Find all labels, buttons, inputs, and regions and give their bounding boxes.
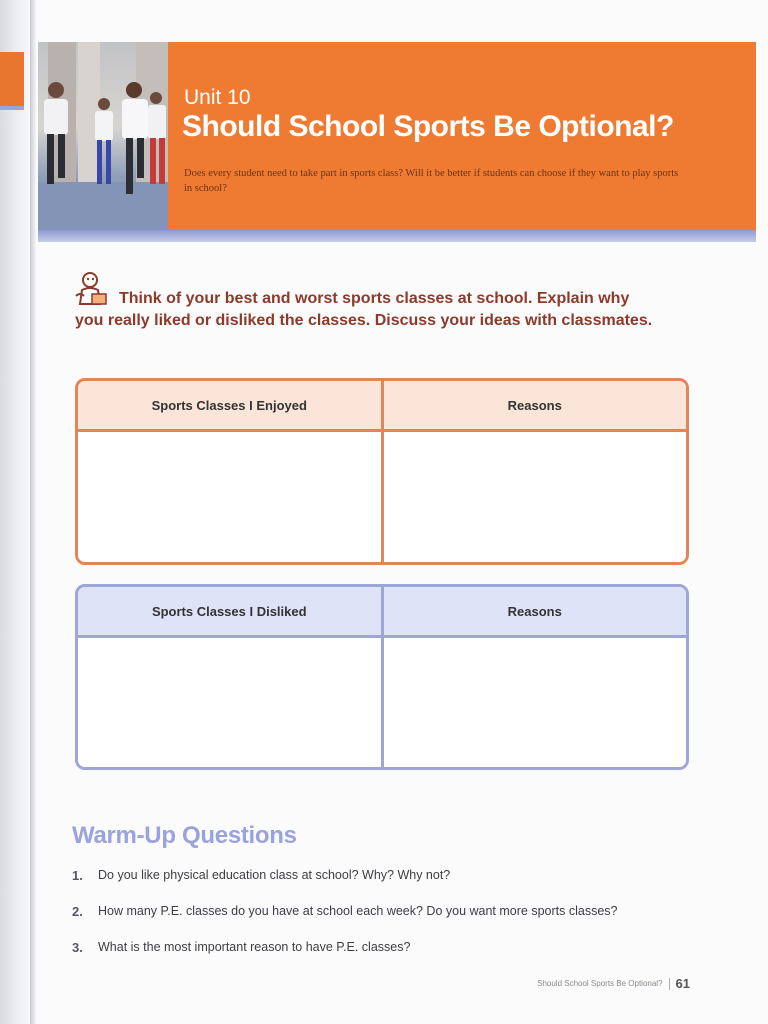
table-header: Reasons — [384, 587, 687, 638]
banner-strip — [38, 230, 756, 242]
disliked-reasons-column — [381, 587, 687, 767]
question-number: 1. — [72, 868, 83, 883]
chapter-tab — [0, 52, 24, 110]
students-running-photo — [38, 42, 168, 230]
page-footer — [537, 976, 690, 991]
disliked-reasons-cell[interactable] — [384, 638, 687, 767]
question-text: How many P.E. classes do you have at school each week? Do you want more sports classes? — [98, 904, 618, 918]
enjoyed-column — [78, 381, 381, 562]
unit-description: Does every student need to take part in sports class? Will it be better if students can choose if they want to play sports in school? — [184, 168, 679, 194]
disliked-classes-table — [75, 584, 689, 770]
unit-number: Unit 10 — [184, 86, 251, 109]
warmup-heading: Warm-Up Questions — [72, 822, 297, 849]
unit-title: Should School Sports Be Optional? — [182, 110, 674, 143]
table-header: Reasons — [384, 381, 687, 432]
page-number: 61 — [675, 976, 690, 991]
question-text: What is the most important reason to have P.E. classes? — [98, 940, 411, 954]
photo-illustration — [38, 42, 168, 230]
running-title: Should School Sports Be Optional? — [537, 979, 663, 988]
enjoyed-classes-table — [75, 378, 689, 565]
list-item — [72, 904, 712, 940]
enjoyed-reasons-cell[interactable] — [384, 432, 687, 562]
enjoyed-answer-cell[interactable] — [78, 432, 381, 562]
table-header: Sports Classes I Disliked — [78, 587, 381, 638]
warmup-question-list — [72, 868, 712, 976]
question-number: 2. — [72, 904, 83, 919]
book-spine — [0, 0, 30, 1024]
question-text: Do you like physical education class at school? Why? Why not? — [98, 868, 451, 882]
disliked-answer-cell[interactable] — [78, 638, 381, 767]
instruction-text: Think of your best and worst sports classes at school. Explain why you really liked or disliked the classes. Discuss your ideas with classmates. — [75, 290, 653, 329]
page-edge — [30, 0, 36, 1024]
list-item — [72, 940, 712, 976]
disliked-column — [78, 587, 381, 767]
chapter-tab-stripe — [0, 106, 24, 110]
table-header: Sports Classes I Enjoyed — [78, 381, 381, 432]
footer-divider — [669, 978, 670, 990]
enjoyed-reasons-column — [381, 381, 687, 562]
list-item — [72, 868, 712, 904]
question-number: 3. — [72, 940, 83, 955]
